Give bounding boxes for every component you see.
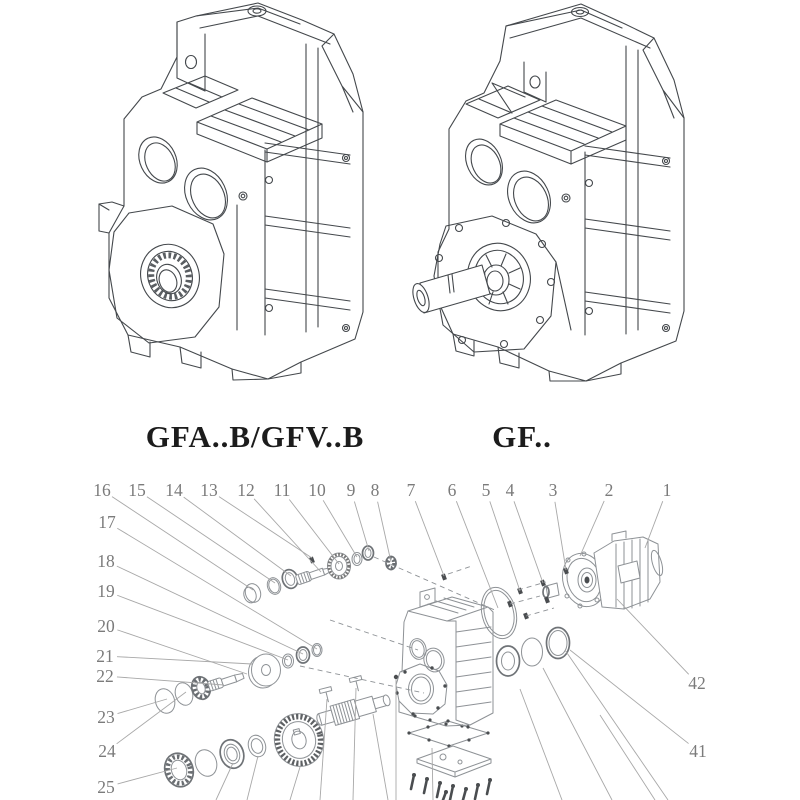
cover-gasket [409,721,488,746]
leader-line-1 [645,501,663,548]
callout-24: 24 [98,741,116,761]
leader-line-3 [555,502,566,570]
callout-9: 9 [346,480,356,500]
callout-6: 6 [447,480,457,500]
callout-14: 14 [165,480,183,500]
housing-rings [476,584,569,676]
figure-gf-drawing [410,4,684,381]
leader-line [290,767,300,800]
caption-right-model: GF.. [492,419,552,454]
washer [246,733,269,759]
callout-number-layer [93,480,707,797]
leader-line-5 [490,501,520,591]
upper-bores [458,133,570,230]
leader-line-19 [117,595,288,660]
assembly-axis-dashed [448,566,472,574]
cover-screws [411,773,492,800]
leader-line-24 [117,692,186,744]
output-flange-and-shaft [410,216,556,352]
flange-gasket [476,584,522,643]
leader-line [247,756,258,800]
leader-line-25 [118,768,177,784]
leader-line-41 [570,650,689,744]
callout-10: 10 [308,480,326,500]
leader-line-6 [456,501,498,608]
bolt [441,573,447,580]
leader-line-17 [117,528,317,649]
leader-line-16 [112,497,253,590]
leader-line-2 [580,501,604,556]
callout-2: 2 [604,480,614,500]
intermediate-shaft-assembly [152,644,322,716]
ribbed-deck [163,76,322,162]
output-shaft [420,265,490,313]
leader-line [216,763,233,800]
input-pinion-shaft [295,564,330,585]
callout-22: 22 [96,666,114,686]
leader-line-13 [219,497,312,558]
callout-12: 12 [237,480,255,500]
leader-line-12 [254,499,321,572]
intermediate-pinion-shaft [207,671,244,692]
callout-21: 21 [96,646,114,666]
upper-bores [132,131,247,227]
leader-line-9 [354,502,369,551]
gear-housing [395,588,493,728]
leader-line [432,748,433,800]
assembly-axis-dashed [330,620,418,650]
output-shaft-assembly [160,675,398,791]
bearing-face [109,206,224,343]
leader-line-layer [112,497,689,800]
mounting-ear [177,22,205,91]
callout-41: 41 [689,741,707,761]
callout-1: 1 [662,480,672,500]
leader-line-7 [415,501,444,576]
callout-16: 16 [93,480,111,500]
side-straps [585,46,670,335]
leader-line-8 [378,502,391,562]
snap-ring [192,747,220,779]
leader-line-11 [289,500,339,564]
callout-4: 4 [505,480,515,500]
leader-line-42 [617,599,689,674]
callout-25: 25 [97,777,115,797]
leader-line-21 [117,657,252,664]
leader-line-20 [117,630,247,674]
callout-7: 7 [406,480,416,500]
caption-left-model: GFA..B/GFV..B [145,419,365,454]
leader-line [600,715,655,800]
callout-42: 42 [688,673,706,693]
cover-plate [417,746,491,777]
assembly-axis-dashed [374,557,497,611]
callout-23: 23 [97,707,115,727]
leader-line [543,668,612,800]
figure-gfab-gfvb-drawing [99,3,363,380]
callout-18: 18 [97,551,115,571]
mounting-ear [524,62,546,102]
bearing [497,646,520,676]
leader-line [520,689,562,800]
leader-line [565,650,668,800]
callout-3: 3 [548,480,558,500]
snap-ring [522,638,543,666]
exploded-diagram [93,480,707,800]
leader-line [373,714,388,800]
callout-8: 8 [370,480,380,500]
callout-13: 13 [200,480,218,500]
leader-line-4 [514,501,543,583]
seal-ring [547,628,570,659]
callout-20: 20 [97,616,115,636]
motor-input-unit [507,531,665,620]
side-straps [265,44,350,335]
callout-15: 15 [128,480,146,500]
callout-19: 19 [97,581,115,601]
cover-assembly [407,719,492,800]
assembly-axis-dashed [510,596,540,604]
assembly-axis-dashed [526,608,554,616]
callout-11: 11 [273,480,291,500]
callout-5: 5 [481,480,491,500]
callout-17: 17 [98,512,116,532]
leader-line-15 [147,497,275,583]
leader-line-10 [323,500,357,557]
